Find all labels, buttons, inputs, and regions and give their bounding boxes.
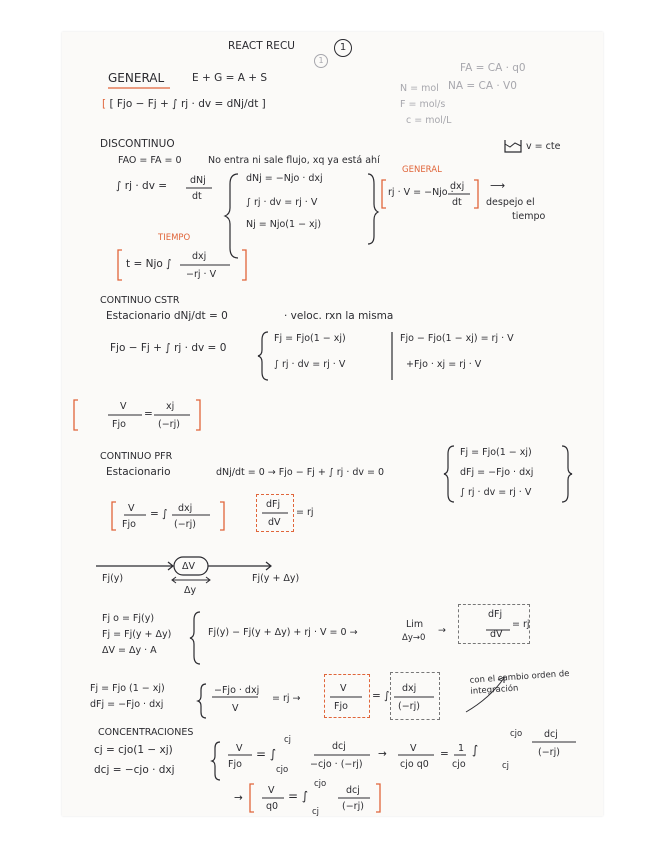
conc-b-c-den: cjo <box>452 759 466 770</box>
cstr-veloc: · veloc. rxn la misma <box>284 310 394 322</box>
pfr-dfdv-den: dV <box>268 517 281 528</box>
batch-time-lhs: t = Njo ∫ <box>126 258 172 270</box>
pfr-lim-sub: Δy→0 <box>402 633 426 643</box>
cstr-frac-a-den: Fjo <box>112 419 126 430</box>
pfr-fin-a-num: V <box>340 683 347 694</box>
pfr-frac-den: V <box>232 703 239 714</box>
pfr-lim-num: dFj <box>488 609 503 620</box>
conc-b-int: ∫ <box>472 743 479 757</box>
conc-b-c-num: 1 <box>458 743 465 754</box>
pfr-frac-num: −Fjo · dxj <box>214 685 260 696</box>
conc-a-int-den: −cjo · (−rj) <box>310 759 363 770</box>
pfr-dfdv-num: dFj <box>266 499 281 510</box>
section-general: GENERAL <box>108 71 165 85</box>
batch-result: rj · V = −Njo · <box>388 187 454 198</box>
conc-b-int-den: (−rj) <box>538 747 560 758</box>
pfr-flow-out: Fj(y + Δy) <box>252 573 300 584</box>
pfr-frac-b-num: dxj <box>178 503 193 514</box>
batch-line-3: Nj = Njo(1 − xj) <box>246 219 322 230</box>
pfr-limit-eq: Fj(y) − Fj(y + Δy) + rj · V = 0 → <box>208 627 358 638</box>
pfr-frac-b-den: (−rj) <box>174 519 196 530</box>
batch-time-den: −rj · V <box>186 269 217 280</box>
conc-a-den: Fjo <box>228 759 242 770</box>
page-number-faded: 1 <box>314 54 328 68</box>
pfr-lim: Lim <box>406 619 424 630</box>
cstr-equals: = <box>144 408 153 420</box>
pfr-note: con el cambio orden de integración <box>469 668 570 697</box>
batch-arrow: ⟶ <box>490 180 506 192</box>
batch-general-tag: GENERAL <box>402 165 442 175</box>
pfr-lim-rhs: = rj <box>512 619 530 630</box>
cstr-equation: Fjo − Fj + ∫ rj · dv = 0 <box>110 342 227 354</box>
note-fa: FA = CA · q0 <box>460 62 526 74</box>
batch-result-den: dt <box>452 197 462 208</box>
batch-result-num: dxj <box>450 181 465 192</box>
conc-b-den: cjo q0 <box>400 759 429 770</box>
conc-r-den: q0 <box>266 801 279 812</box>
pfr-fin-a-den: Fjo <box>334 701 348 712</box>
conc-a-lower: cjo <box>276 765 289 775</box>
pfr-dv-label: ΔV <box>182 561 195 572</box>
pfr-frac-a-den: Fjo <box>122 519 136 530</box>
conc-a-eq: = ∫ <box>256 747 277 761</box>
batch-line-2: ∫ rj · dv = rj · V <box>246 197 318 208</box>
pfr-f-2: dFj = −Fjo · dxj <box>90 699 164 710</box>
note-na: NA = CA · V0 <box>448 80 517 92</box>
pfr-def-2: Fj = Fj(y + Δy) <box>102 629 172 640</box>
cstr-frac-a-num: V <box>120 401 127 412</box>
section-batch: DISCONTINUO <box>100 138 175 150</box>
page-number-circled: 1 <box>334 39 352 57</box>
batch-lhs-den: dt <box>192 191 202 202</box>
pfr-equation: dNj/dt = 0 → Fjo − Fj + ∫ rj · dv = 0 <box>216 467 385 478</box>
pfr-frac-a-num: V <box>128 503 135 514</box>
pfr-def-1: Fj o = Fj(y) <box>102 613 155 624</box>
conc-arrow: → <box>378 748 387 760</box>
conc-r-int-num: dcj <box>346 785 360 796</box>
cstr-frac-b-den: (−rj) <box>158 419 180 430</box>
pfr-flow-in: Fj(y) <box>102 573 124 584</box>
batch-lhs-num: dNj <box>190 175 206 186</box>
note-c: c = mol/L <box>406 115 452 126</box>
conc-b-num: V <box>410 743 417 754</box>
conc-b-upper: cjo <box>510 729 523 739</box>
pfr-sys-1: Fj = Fjo(1 − xj) <box>460 447 532 458</box>
section-conc: CONCENTRACIONES <box>98 727 194 738</box>
conc-b-int-num: dcj <box>544 729 558 740</box>
pfr-dy-label: Δy <box>184 585 197 596</box>
note-n: N = mol <box>400 83 439 94</box>
pfr-fin-eq: = ∫ <box>372 690 390 702</box>
conc-r-arrow: → <box>234 792 243 804</box>
notebook-page <box>62 32 603 816</box>
conc-r-upper: cjo <box>314 779 327 789</box>
pfr-f-1: Fj = Fjo (1 − xj) <box>90 683 165 694</box>
batch-line-1: dNj = −Njo · dxj <box>246 173 323 184</box>
cstr-frac-b-num: xj <box>166 401 175 412</box>
batch-time-tag: TIEMPO <box>158 233 191 243</box>
conc-r-num: V <box>268 785 275 796</box>
batch-despejo: despejo el <box>486 197 535 208</box>
general-balance: [ [ Fjo − Fj + ∫ rj · dv = dNj/dt ] <box>102 98 266 110</box>
cstr-estacionario: Estacionario dNj/dt = 0 <box>106 310 228 322</box>
pfr-def-3: ΔV = Δy · A <box>102 645 157 656</box>
pfr-fin-b-den: (−rj) <box>398 701 420 712</box>
pfr-lim-den: dV <box>490 629 503 640</box>
note-f: F = mol/s <box>400 99 446 110</box>
section-cstr: CONTINUO CSTR <box>100 295 180 306</box>
conc-eq-1: cj = cjo(1 − xj) <box>94 744 173 756</box>
conc-eq-2: dcj = −cjo · dxj <box>94 764 175 776</box>
general-equation: E + G = A + S <box>192 72 268 84</box>
conc-r-int-den: (−rj) <box>342 801 364 812</box>
pfr-estacionario: Estacionario <box>106 466 171 478</box>
batch-lhs: ∫ rj · dv = <box>116 180 168 192</box>
conc-r-lower: cj <box>312 807 320 816</box>
conc-b-eq: = <box>440 748 449 760</box>
batch-vcte: v = cte <box>526 141 561 152</box>
cstr-eq-1: Fj = Fjo(1 − xj) <box>274 333 346 344</box>
cstr-result-1: Fjo − Fjo(1 − xj) = rj · V <box>400 333 514 344</box>
page-title: REACT RECU <box>228 40 295 52</box>
batch-comment: No entra ni sale flujo, xq ya está ahí <box>208 155 380 166</box>
pfr-frac-rhs: = rj → <box>272 693 301 704</box>
cstr-eq-2: ∫ rj · dv = rj · V <box>274 359 346 370</box>
conc-a-upper: cj <box>284 735 292 745</box>
cstr-result-2: +Fjo · xj = rj · V <box>406 359 482 370</box>
batch-condition: FAO = FA = 0 <box>118 155 182 166</box>
batch-tiempo: tiempo <box>512 211 546 222</box>
batch-time-num: dxj <box>192 251 207 262</box>
pfr-dfdv-rhs: = rj <box>296 507 314 518</box>
conc-a-int-num: dcj <box>332 741 346 752</box>
pfr-sys-3: ∫ rj · dv = rj · V <box>460 487 532 498</box>
pfr-lim-arrow: → <box>438 625 446 636</box>
pfr-sys-2: dFj = −Fjo · dxj <box>460 467 534 478</box>
conc-b-lower: cj <box>502 761 510 771</box>
pfr-fin-b-num: dxj <box>402 683 417 694</box>
conc-r-eq: = ∫ <box>288 789 309 803</box>
pfr-equals-int: = ∫ <box>150 508 168 520</box>
conc-a-num: V <box>236 743 243 754</box>
section-pfr: CONTINUO PFR <box>100 451 173 462</box>
